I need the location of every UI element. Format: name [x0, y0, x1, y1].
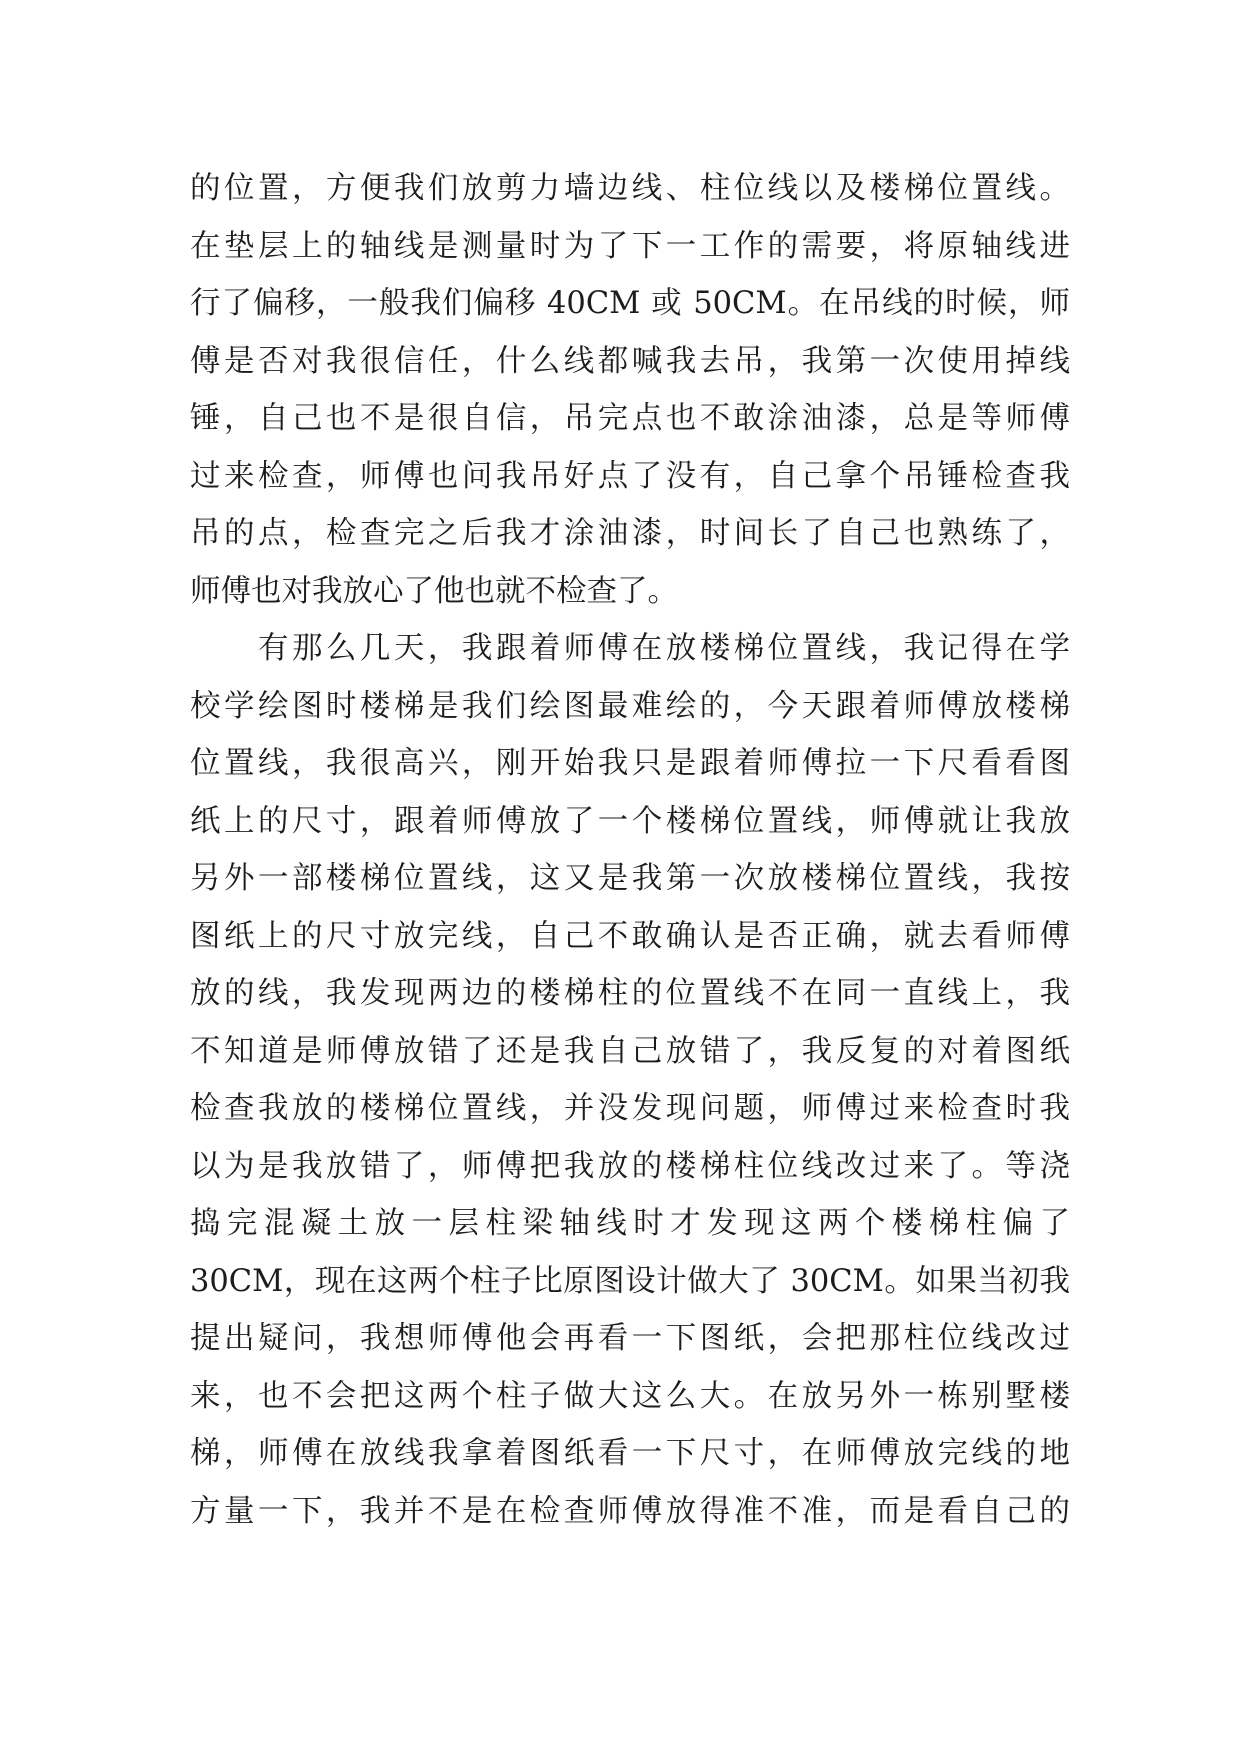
text-line: 有那么几天，我跟着师傅在放楼梯位置线，我记得在学 [190, 631, 1070, 666]
text-line: 校学绘图时楼梯是我们绘图最难绘的，今天跟着师傅放楼梯 [190, 688, 1070, 724]
text-line: 方量一下，我并不是在检查师傅放得准不准，而是看自己的 [190, 1493, 1070, 1529]
text-line: 梯，师傅在放线我拿着图纸看一下尺寸，在师傅放完线的地 [190, 1436, 1070, 1471]
text-line: 傅是否对我很信任，什么线都喊我去吊，我第一次使用掉线 [190, 343, 1070, 379]
text-line: 不知道是师傅放错了还是我自己放错了，我反复的对着图纸 [190, 1033, 1070, 1069]
text-line: 纸上的尺寸，跟着师傅放了一个楼梯位置线，师傅就让我放 [190, 803, 1070, 839]
text-line: 检查我放的楼梯位置线，并没发现问题，师傅过来检查时我 [190, 1091, 1070, 1126]
text-line: 提出疑问，我想师傅他会再看一下图纸，会把那柱位线改过 [190, 1321, 1070, 1356]
text-line: 行了偏移，一般我们偏移 40CM 或 50CM。在吊线的时候，师 [190, 286, 1070, 321]
paragraph-2 [190, 620, 1070, 1540]
text-line: 捣完混凝土放一层柱梁轴线时才发现这两个楼梯柱偏了 [190, 1206, 1070, 1241]
text-line: 位置线，我很高兴，刚开始我只是跟着师傅拉一下尺看看图 [190, 746, 1070, 781]
paragraph-1 [190, 160, 1070, 620]
text-line: 来，也不会把这两个柱子做大这么大。在放另外一栋别墅楼 [190, 1378, 1070, 1414]
text-line: 的位置，方便我们放剪力墙边线、柱位线以及楼梯位置线。 [190, 171, 1070, 206]
text-line: 吊的点，检查完之后我才涂油漆，时间长了自己也熟练了， [190, 516, 1070, 551]
body-text [190, 160, 1070, 1540]
text-line: 过来检查，师傅也问我吊好点了没有，自己拿个吊锤检查我 [190, 458, 1070, 494]
text-line: 另外一部楼梯位置线，这又是我第一次放楼梯位置线，我按 [190, 861, 1070, 896]
text-line: 师傅也对我放心了他也就不检查了。 [190, 573, 678, 609]
text-line: 30CM，现在这两个柱子比原图设计做大了 30CM。如果当初我 [190, 1263, 1070, 1299]
text-line: 以为是我放错了，师傅把我放的楼梯柱位线改过来了。等浇 [190, 1148, 1070, 1184]
text-line: 图纸上的尺寸放完线，自己不敢确认是否正确，就去看师傅 [190, 918, 1070, 954]
text-line: 在垫层上的轴线是测量时为了下一工作的需要，将原轴线进 [190, 228, 1070, 264]
text-line: 放的线，我发现两边的楼梯柱的位置线不在同一直线上，我 [190, 976, 1070, 1011]
text-line: 锤，自己也不是很自信，吊完点也不敢涂油漆，总是等师傅 [190, 401, 1070, 436]
